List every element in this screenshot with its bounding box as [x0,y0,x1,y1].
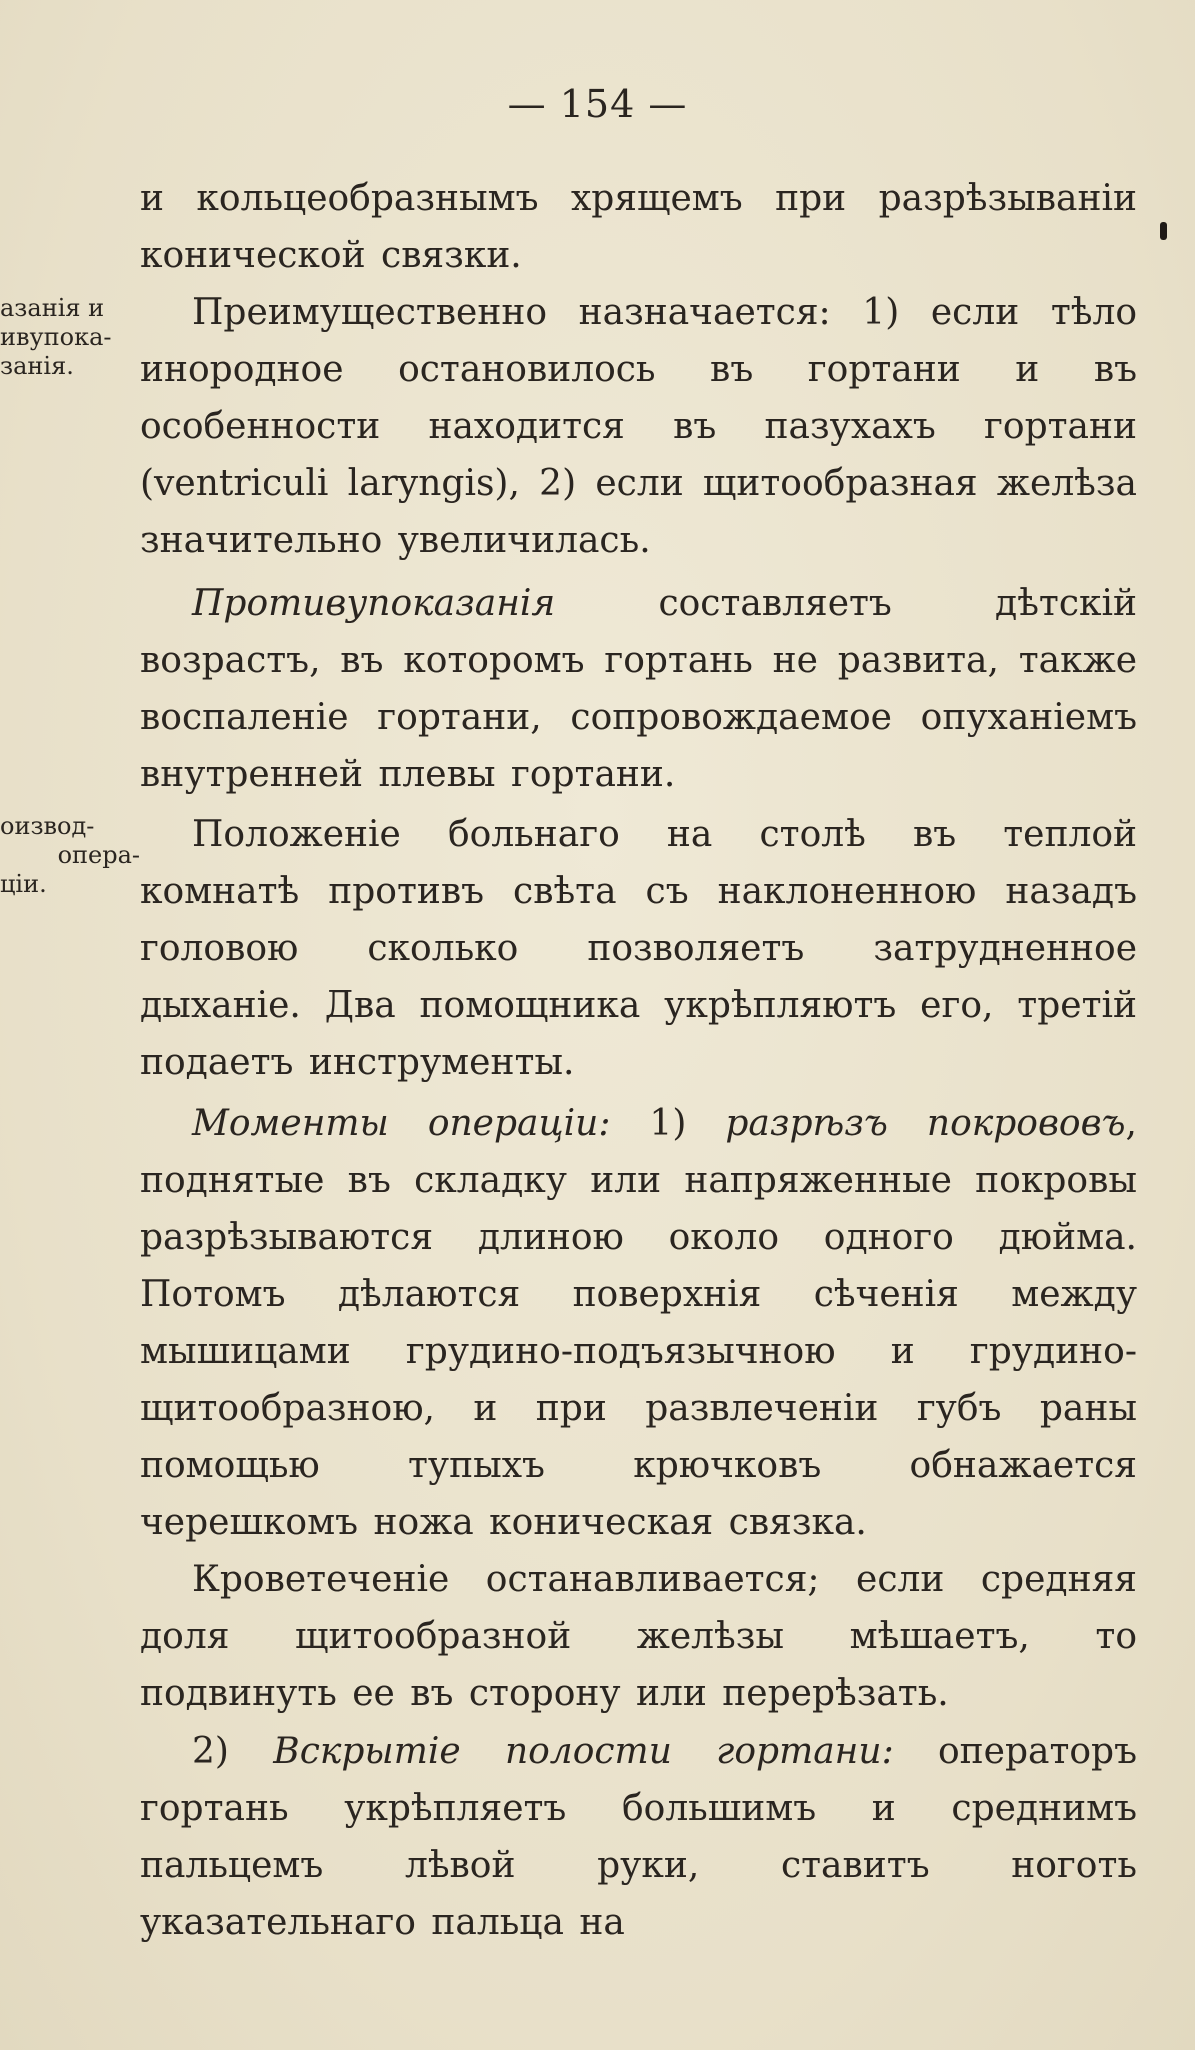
page-number: — 154 — [507,82,688,126]
paragraph-text: составляетъ дѣтскій возрастъ, въ которомъ гортань не развита, также воспаленіе гортани, сопровождаемое опуханіемъ внутренней плевы гортани. [140,583,1137,795]
margin-note-line: азанія и [0,294,105,322]
paragraph-indications [140,284,1137,569]
margin-note-line: ціи. [0,870,47,898]
italic-subheading: разрѣзъ покрововъ [725,1103,1126,1144]
margin-note-indications [0,294,140,381]
ink-mark [1160,222,1167,240]
paragraph-opening-larynx [140,1723,1137,1951]
paragraph-continuation [140,170,1137,284]
margin-note-line: занія. [0,352,74,380]
paragraph-text: и кольцеобразнымъ хрящемъ при разрѣзываніи конической связки. [140,178,1137,276]
paragraph-text: Преимущественно назначается: 1) если тѣло инородное остановилось въ гортани и въ особенности находится въ пазухахъ гортани (ventriculi laryngis), 2) если щитообразная желѣза значительно увеличилась. [140,292,1137,561]
paragraph-patient-position [140,806,1137,1091]
italic-subheading: Вскрытіе полости гортани: [273,1731,894,1772]
paragraph-text: операторъ гортань укрѣпляетъ большимъ и среднимъ пальцемъ лѣвой руки, ставитъ ноготь указательнаго пальца на [140,1731,1137,1943]
step-number: 1) [610,1103,726,1144]
italic-heading: Моменты операціи: [192,1103,611,1144]
paragraph-text: , поднятые въ складку или напряженные покровы разрѣзываются длиною около одного дюйма. Потомъ дѣлаются поверхнія сѣченія между мышицами грудино-подъязычною и грудино-щитообразною, и при развлеченіи губъ раны помощью тупыхъ крючковъ обнажается черешкомъ ножа коническая связка. [140,1103,1137,1543]
italic-heading: Противупоказанія [192,583,556,624]
margin-note-line: ивупока- [0,323,112,351]
margin-note-line: опера- [57,841,140,869]
paragraph-text: Положеніе больнаго на столѣ въ теплой комнатѣ противъ свѣта съ наклоненною назадъ головою сколько позволяетъ затрудненное дыханіе. Два помощника укрѣпляютъ его, третій подаетъ инструменты. [140,814,1137,1083]
paragraph-operation-steps [140,1095,1137,1551]
margin-note-line: оизвод- [0,812,95,840]
margin-note-procedure [0,812,140,899]
paragraph-bleeding [140,1551,1137,1722]
paragraph-contraindications [140,575,1137,803]
step-number: 2) [192,1731,274,1772]
paragraph-text: Кроветеченіе останавливается; если средняя доля щитообразной желѣзы мѣшаетъ, то подвинуть ее въ сторону или перерѣзать. [140,1559,1137,1714]
